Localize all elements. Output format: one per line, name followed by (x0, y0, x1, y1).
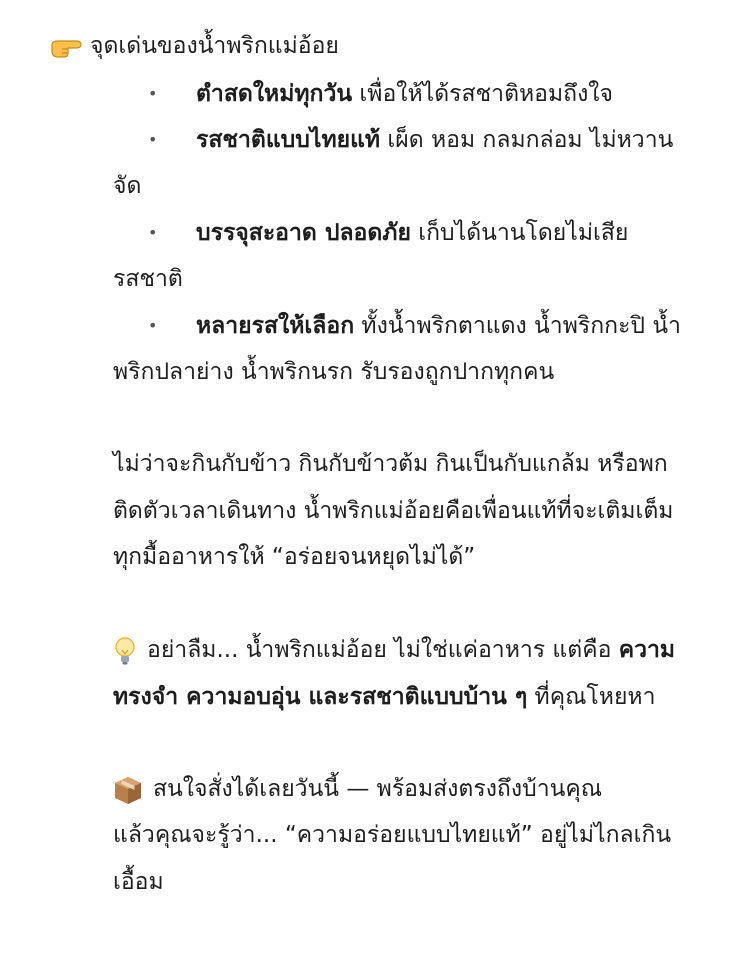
paragraph-text: อย่าลืม... น้ำพริกแม่อ้อย ไม่ใช่แค่อาหาร แต่คือ (147, 637, 619, 663)
paragraph-line (113, 677, 656, 717)
bullet-bold-text: บรรจุสะอาด ปลอดภัย (196, 220, 411, 246)
bullet-text: เพื่อให้ได้รสชาติหอมถึงใจ (352, 81, 614, 107)
bullet-text: ทั้งน้ำพริกตาแดง น้ำพริกกะปิ น้ำ (354, 313, 681, 339)
bullet-bold-text: หลายรสให้เลือก (196, 313, 355, 339)
pointing-hand-icon (50, 35, 84, 59)
paragraph-line: ติดตัวเวลาเดินทาง น้ำพริกแม่อ้อยคือเพื่อนแท้ที่จะเติมเต็ม (113, 498, 674, 524)
heading-text: จุดเด่นของน้ำพริกแม่อ้อย (90, 33, 339, 59)
paragraph-line: แล้วคุณจะรู้ว่า... “ความอร่อยแบบไทยแท้” อยู่ไม่ไกลเกิน (113, 822, 672, 848)
section-heading (50, 26, 339, 66)
bullet-bold-text: รสชาติแบบไทยแท้ (196, 127, 381, 153)
bullet-continuation: จัด (113, 173, 142, 199)
paragraph-bold-text: ความ (618, 637, 676, 663)
paragraph-text: ที่คุณโหยหา (527, 684, 656, 710)
paragraph-text: สนใจสั่งได้เลยวันนี้ — พร้อมส่งตรงถึงบ้านคุณ (153, 776, 603, 802)
paragraph-bold-text: ทรงจำ ความอบอุ่น และรสชาติแบบบ้าน ๆ (113, 684, 528, 710)
bullet-item (196, 306, 681, 346)
bullet-item (196, 120, 673, 160)
paragraph-line: ทุกมื้ออาหารให้ “อร่อยจนหยุดไม่ได้” (113, 544, 476, 570)
bullet-bold-text: ตำสดใหม่ทุกวัน (196, 81, 353, 107)
paragraph-line (113, 769, 602, 809)
bullet-continuation: พริกปลาย่าง น้ำพริกนรก รับรองถูกปากทุกคน (113, 359, 555, 385)
bullet-marker: • (148, 130, 158, 149)
bullet-item (196, 213, 628, 253)
bullet-continuation: รสชาติ (113, 266, 183, 292)
bullet-marker: • (148, 316, 158, 335)
paragraph-line (113, 630, 675, 670)
paragraph-line: เอื้อม (113, 869, 164, 895)
bullet-text: เก็บได้นานโดยไม่เสีย (410, 220, 629, 246)
bullet-text: เผ็ด หอม กลมกล่อม ไม่หวาน (380, 127, 674, 153)
light-bulb-icon (113, 636, 137, 666)
paragraph-line: ไม่ว่าจะกินกับข้าว กินกับข้าวต้ม กินเป็นกับแกล้ม หรือพก (113, 451, 668, 477)
bullet-marker: • (148, 84, 158, 103)
bullet-marker: • (148, 223, 158, 242)
bullet-item (196, 74, 613, 114)
package-box-icon (113, 775, 143, 805)
